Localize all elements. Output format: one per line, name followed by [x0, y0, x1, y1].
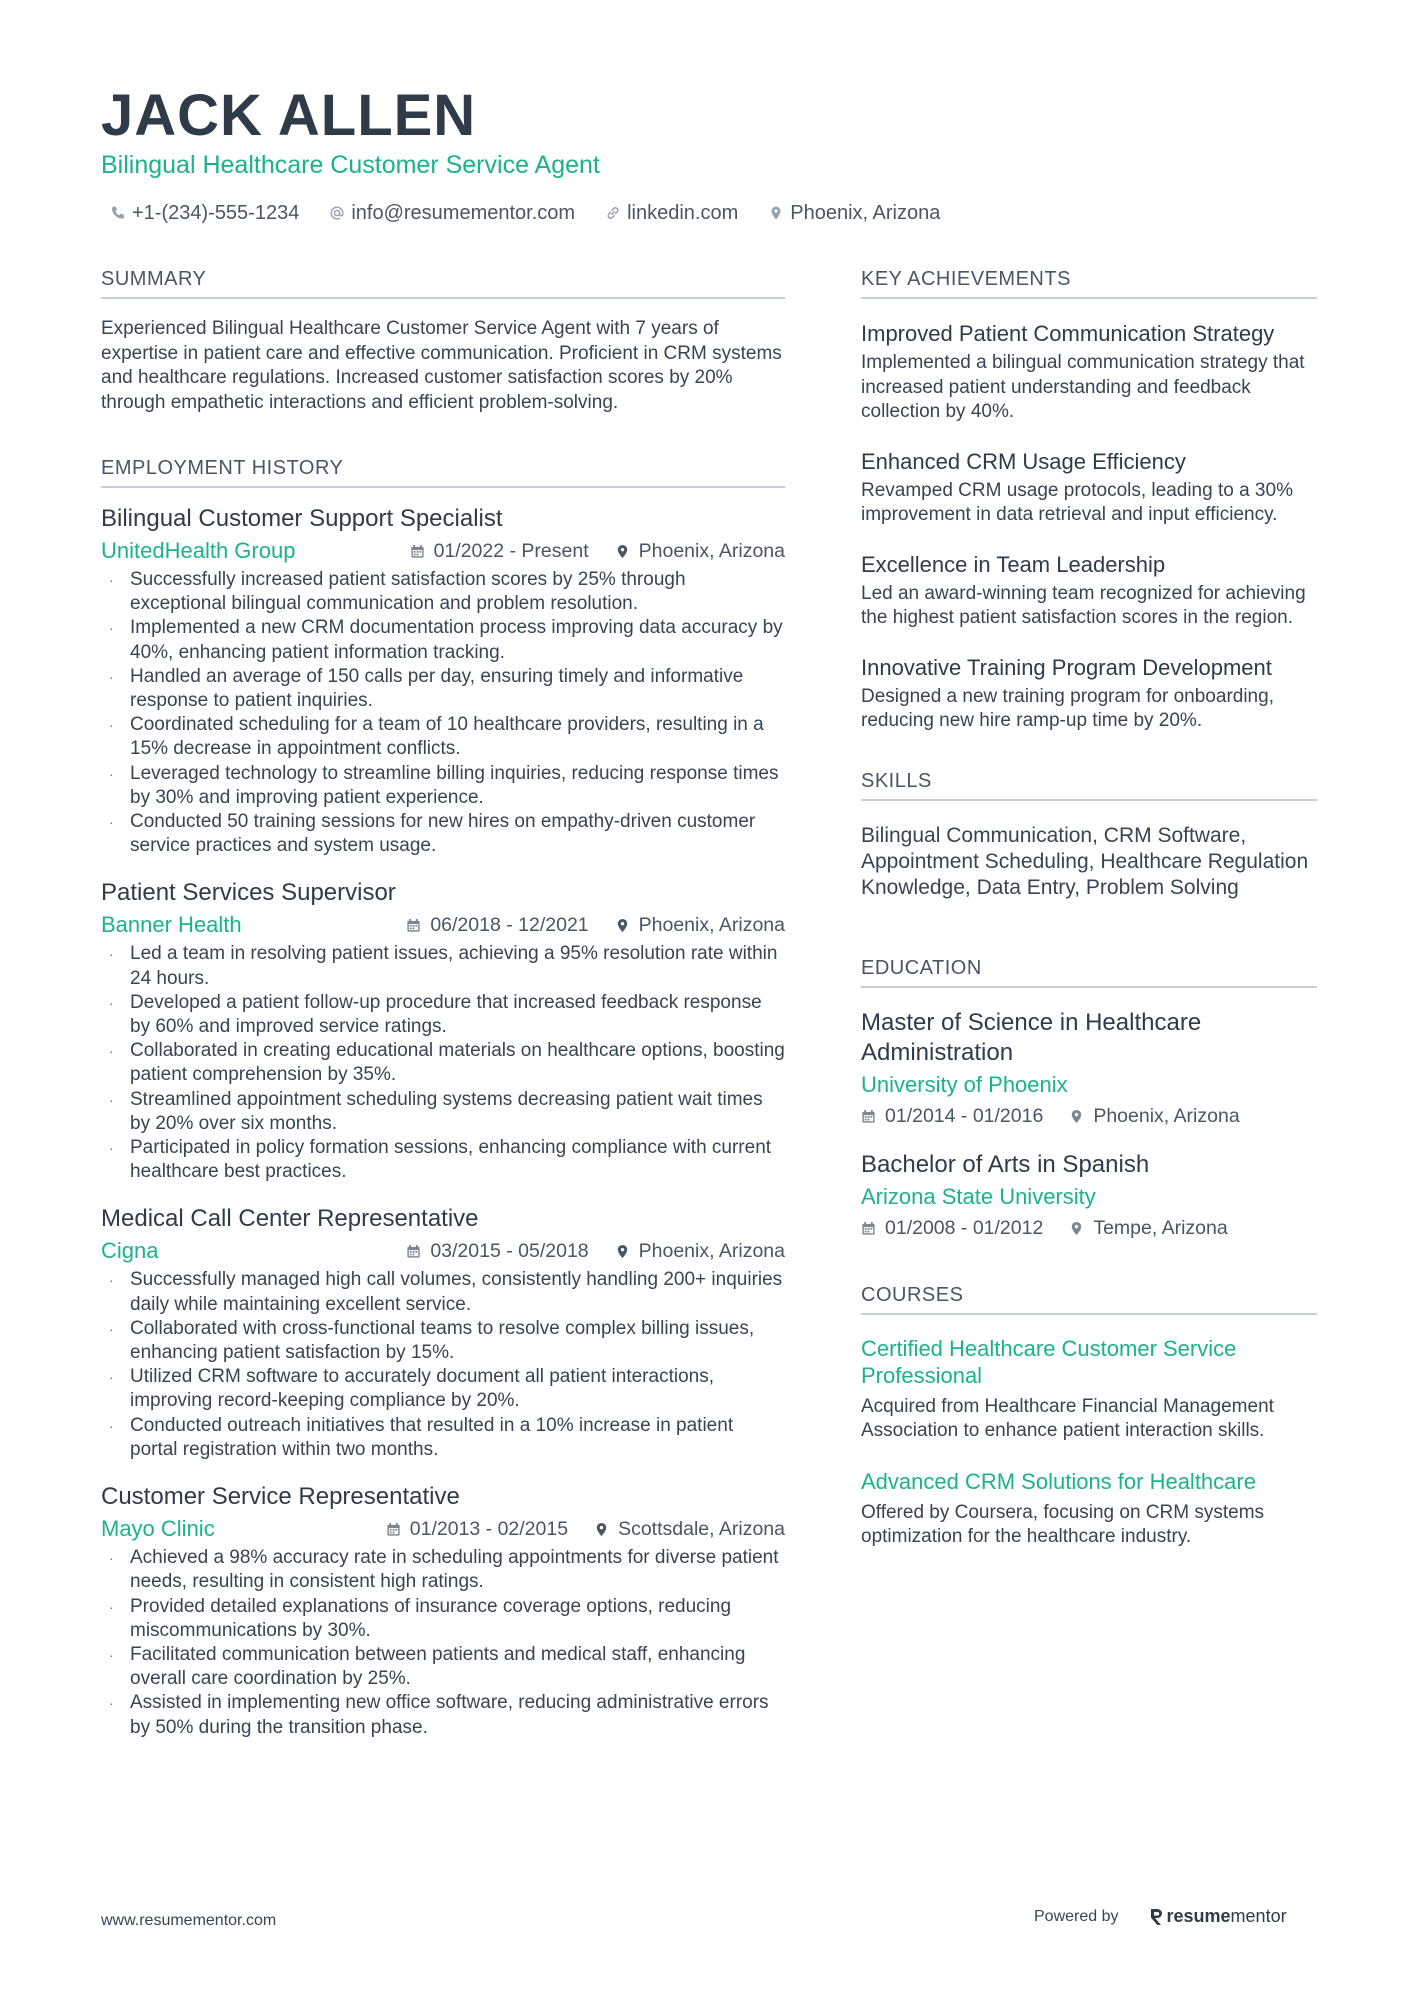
course-desc: Acquired from Healthcare Financial Management Association to enhance patient interaction skills.: [861, 1395, 1274, 1441]
resumementor-logo[interactable]: [1149, 1906, 1287, 1927]
job-bullet: · Utilized CRM software to accurately document all patient interactions, improving record-keeping compliance by 20%.: [109, 1366, 714, 1412]
education-degree: Master of Science in Healthcare Administration: [861, 1008, 1202, 1066]
location-pin-icon: [1069, 1109, 1084, 1124]
job-location-text: Phoenix, Arizona: [638, 913, 785, 936]
summary-text: Experienced Bilingual Healthcare Customer Service Agent with 7 years of expertise in patient care and effective communication. Proficient in CRM systems and healthcare regulations. Increased customer satisfaction scores by 20% through empathetic interactions and efficient problem-solving.: [101, 318, 782, 413]
footer-website[interactable]: www.resumementor.com: [101, 1912, 277, 1929]
achievement-desc: Revamped CRM usage protocols, leading to a 30% improvement in data retrieval and input efficiency.: [861, 479, 1293, 525]
location-pin-icon: [594, 1522, 609, 1537]
job-meta: [101, 908, 785, 942]
job-bullet: · Provided detailed explanations of insurance coverage options, reducing miscommunications by 30%.: [109, 1595, 732, 1641]
job-bullet: · Successfully managed high call volumes, consistently handling 200+ inquiries daily while maintaining excellent service.: [109, 1269, 783, 1315]
job-bullets: [101, 942, 785, 1184]
job-company: UnitedHealth Group: [101, 538, 296, 563]
job-entry: [101, 878, 785, 1184]
location-pin-icon: [615, 544, 630, 559]
course-item: [861, 1468, 1317, 1550]
education-degree: Bachelor of Arts in Spanish: [861, 1150, 1150, 1178]
section-title-achievements: KEY ACHIEVEMENTS: [861, 268, 1317, 299]
calendar-icon: [410, 544, 425, 559]
achievement-item: [861, 653, 1317, 734]
education-school: Arizona State University: [861, 1183, 1096, 1209]
job-bullet: · Conducted outreach initiatives that resulted in a 10% increase in patient portal registration within two months.: [109, 1414, 734, 1460]
contact-location-text: Phoenix, Arizona: [790, 201, 941, 224]
brand-text-mentor: mentor: [1230, 1906, 1287, 1926]
job-bullet: · Assisted in implementing new office software, reducing administrative errors by 50% during the transition phase.: [109, 1692, 769, 1738]
skills-section: [861, 770, 1317, 901]
job-company: Mayo Clinic: [101, 1516, 215, 1542]
education-item: [861, 1150, 1317, 1244]
contact-email[interactable]: [329, 202, 575, 225]
skills-text: Bilingual Communication, CRM Software, Appointment Scheduling, Healthcare Regulation Knowledge, Data Entry, Problem Solving: [861, 823, 1309, 899]
job-dates: [406, 914, 588, 937]
contact-phone[interactable]: [110, 202, 299, 225]
section-title-education: EDUCATION: [861, 957, 1317, 988]
achievement-title: Innovative Training Program Development: [861, 654, 1272, 680]
achievement-item: [861, 447, 1317, 528]
calendar-icon: [386, 1522, 401, 1537]
job-location: [615, 1240, 785, 1263]
job-bullet: · Achieved a 98% accuracy rate in scheduling appointments for diverse patient needs, resulting in consistent high ratings.: [109, 1547, 779, 1593]
job-bullet: · Collaborated in creating educational materials on healthcare options, boosting patient comprehension by 35%.: [109, 1040, 785, 1086]
location-pin-icon: [1069, 1221, 1084, 1236]
summary-section: [101, 268, 785, 415]
courses-section: [861, 1284, 1317, 1550]
job-bullets: [101, 1268, 785, 1462]
job-bullet: · Participated in policy formation sessions, enhancing compliance with current healthcare best practices.: [109, 1137, 772, 1183]
job-title: Patient Services Supervisor: [101, 879, 396, 907]
job-location: [594, 1518, 785, 1541]
calendar-icon: [861, 1109, 876, 1124]
footer-branding: [1034, 1906, 1287, 1927]
achievement-title: Improved Patient Communication Strategy: [861, 321, 1275, 346]
achievement-item: [861, 550, 1317, 631]
calendar-icon: [861, 1221, 876, 1236]
phone-icon: [110, 205, 126, 221]
job-bullet: · Implemented a new CRM documentation process improving data accuracy by 40%, enhancing patient information tracking.: [109, 617, 783, 663]
job-dates-text: 03/2015 - 05/2018: [430, 1239, 589, 1262]
job-title: Customer Service Representative: [101, 1483, 460, 1511]
job-dates-text: 01/2013 - 02/2015: [409, 1517, 569, 1540]
contact-linkedin-text: linkedin.com: [627, 201, 739, 224]
education-meta: [861, 1102, 1317, 1132]
job-location-text: Phoenix, Arizona: [638, 1239, 785, 1262]
job-entry: [101, 504, 785, 858]
job-company: Banner Health: [101, 912, 242, 938]
education-meta: [861, 1214, 1317, 1244]
course-title: Advanced CRM Solutions for Healthcare: [861, 1468, 1256, 1494]
calendar-icon: [406, 1244, 421, 1259]
section-title-skills: SKILLS: [861, 770, 1317, 801]
achievement-desc: Implemented a bilingual communication strategy that increased patient understanding and feedback collection by 40%.: [861, 352, 1305, 422]
achievement-item: [861, 319, 1317, 425]
job-dates-text: 06/2018 - 12/2021: [430, 913, 589, 936]
section-title-summary: SUMMARY: [101, 268, 785, 299]
job-title: Medical Call Center Representative: [101, 1205, 479, 1233]
job-bullet: · Leveraged technology to streamline billing inquiries, reducing response times by 30% and improving patient experience.: [109, 762, 779, 808]
achievement-desc: Designed a new training program for onboarding, reducing new hire ramp-up time by 20%.: [861, 685, 1274, 731]
right-column: [861, 268, 1317, 1592]
job-bullet: · Coordinated scheduling for a team of 10 healthcare providers, resulting in a 15% decrease in appointment conflicts.: [109, 714, 764, 760]
contact-linkedin[interactable]: [605, 202, 738, 225]
location-pin-icon: [615, 918, 630, 933]
job-bullet: · Led a team in resolving patient issues, achieving a 95% resolution rate within 24 hours.: [109, 943, 778, 989]
job-location: [615, 914, 785, 937]
achievement-title: Enhanced CRM Usage Efficiency: [861, 448, 1186, 474]
location-pin-icon: [768, 205, 784, 221]
job-dates: [386, 1518, 568, 1541]
calendar-icon: [406, 918, 421, 933]
job-meta: [101, 1234, 785, 1268]
job-bullet: · Handled an average of 150 calls per day, ensuring timely and informative response to patient inquiries.: [109, 665, 744, 712]
job-bullet: · Successfully increased patient satisfaction scores by 25% through exceptional bilingual communication and problem resolution.: [109, 569, 686, 615]
employment-section: [101, 457, 785, 1740]
job-bullet: · Developed a patient follow-up procedure that increased feedback response by 60% and improved service ratings.: [109, 991, 762, 1038]
contact-email-text: info@resumementor.com: [351, 201, 576, 224]
job-meta: [101, 1512, 785, 1546]
section-title-employment: EMPLOYMENT HISTORY: [101, 457, 785, 488]
section-title-courses: COURSES: [861, 1284, 1317, 1315]
candidate-headline: Bilingual Healthcare Customer Service Agent: [101, 151, 600, 179]
job-company: Cigna: [101, 1238, 159, 1264]
job-location-text: Phoenix, Arizona: [638, 539, 785, 562]
location-pin-icon: [615, 1244, 630, 1259]
education-item: [861, 1008, 1317, 1132]
candidate-name: JACK ALLEN: [101, 83, 477, 148]
course-title: Certified Healthcare Customer Service Professional: [861, 1335, 1237, 1388]
education-section: [861, 957, 1317, 1244]
job-bullets: [101, 1546, 785, 1740]
achievements-section: [861, 268, 1317, 734]
job-location: [615, 540, 785, 563]
education-dates: 01/2014 - 01/2016: [861, 1105, 1043, 1128]
job-bullet: · Streamlined appointment scheduling systems decreasing patient wait times by 20% over six months.: [109, 1088, 763, 1134]
job-dates: [406, 1240, 588, 1263]
education-location: Phoenix, Arizona: [1069, 1105, 1239, 1128]
job-bullet: · Conducted 50 training sessions for new hires on empathy-driven customer service practices and system usage.: [109, 811, 756, 857]
resumementor-logo-icon: [1149, 1908, 1163, 1926]
job-bullet: · Facilitated communication between patients and medical staff, enhancing overall care coordination by 25%.: [109, 1643, 746, 1690]
job-dates-text: 01/2022 - Present: [433, 539, 589, 562]
education-location: Tempe, Arizona: [1069, 1217, 1227, 1240]
job-bullets: [101, 568, 785, 858]
achievement-desc: Led an award-winning team recognized for achieving the highest patient satisfaction scores in the region.: [861, 582, 1306, 628]
job-bullet: · Collaborated with cross-functional teams to resolve complex billing issues, enhancing patient satisfaction by 15%.: [109, 1317, 755, 1364]
job-title: Bilingual Customer Support Specialist: [101, 505, 503, 532]
education-dates: 01/2008 - 01/2012: [861, 1217, 1043, 1240]
job-entry: [101, 1204, 785, 1462]
job-location-text: Scottsdale, Arizona: [618, 1517, 785, 1540]
at-icon: [329, 205, 345, 221]
contact-location: [768, 202, 940, 225]
education-school: University of Phoenix: [861, 1071, 1068, 1097]
course-desc: Offered by Coursera, focusing on CRM systems optimization for the healthcare industry.: [861, 1501, 1265, 1547]
left-column: [101, 268, 785, 1760]
contact-phone-text: +1-(234)-555-1234: [132, 201, 300, 224]
job-entry: [101, 1482, 785, 1740]
course-item: [861, 1335, 1317, 1444]
achievement-title: Excellence in Team Leadership: [861, 551, 1166, 577]
job-dates: [410, 540, 589, 563]
powered-by-label: Powered by: [1034, 1907, 1119, 1925]
contact-bar: [110, 200, 970, 226]
job-meta: [101, 534, 785, 568]
brand-text-resume: resume: [1166, 1906, 1231, 1926]
link-icon: [605, 205, 621, 221]
